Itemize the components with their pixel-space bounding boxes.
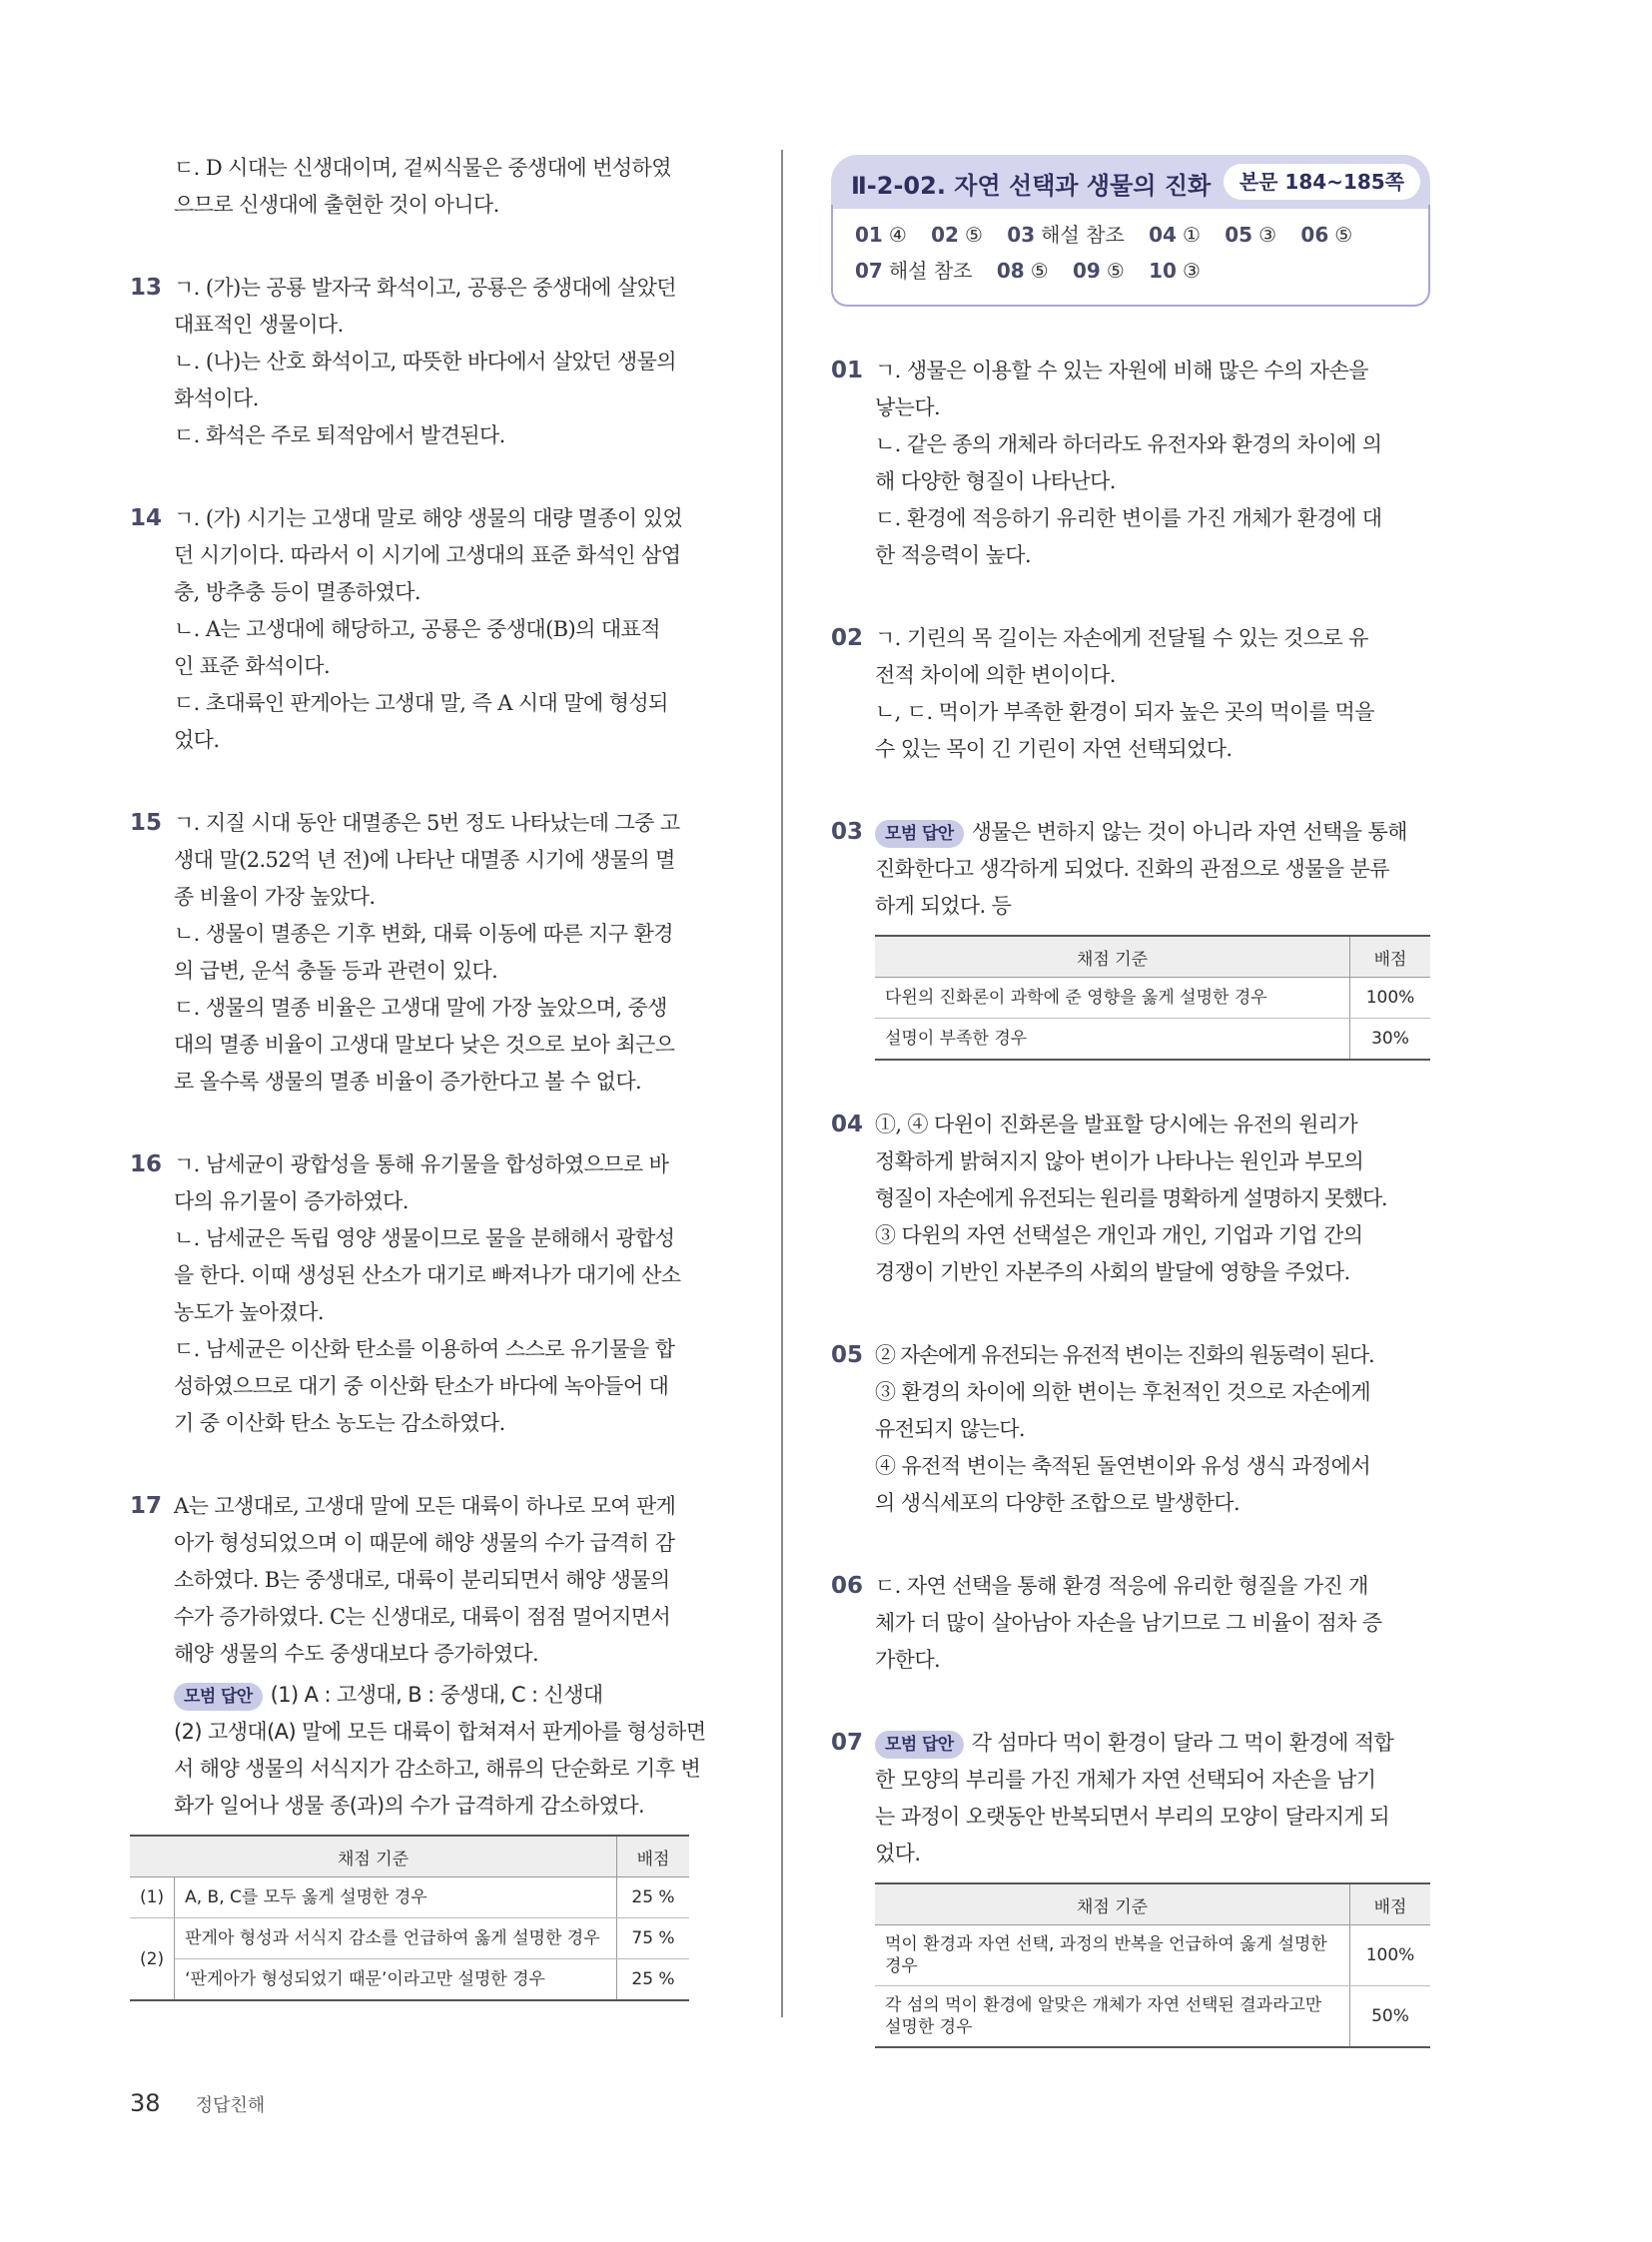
answer-value: ⑤ — [1334, 223, 1353, 247]
table-row — [130, 1877, 689, 1918]
answer-number: 07 — [855, 259, 883, 283]
question-04 — [831, 1107, 1430, 1291]
model-answer-line — [875, 814, 1430, 851]
section-title: Ⅱ-2-02. 자연 선택과 생물의 진화 — [851, 172, 1212, 200]
text-line: 으므로 신생대에 출현한 것이 아니다. — [174, 193, 499, 217]
model-answer-badge: 모범 답안 — [875, 820, 964, 848]
page-footer — [130, 2089, 265, 2117]
text-line: 로 올수록 생물의 멸종 비율이 증가한다고 볼 수 없다. — [174, 1070, 642, 1094]
text-line: A는 고생대로, 고생대 말에 모든 대륙이 하나로 모여 판게 — [174, 1494, 676, 1518]
model-answer-badge: 모범 답안 — [875, 1731, 964, 1759]
question-number: 13 — [130, 275, 163, 301]
text-line: 체가 더 많이 살아남아 자손을 남기므로 그 비율이 점차 증 — [875, 1611, 1382, 1635]
question-02 — [831, 620, 1430, 768]
text-line: ㄷ. 생물의 멸종 비율은 고생대 말에 가장 높았으며, 중생 — [174, 996, 667, 1020]
text-line: 정확하게 밝혀지지 않아 변이가 나타나는 원인과 부모의 — [875, 1149, 1364, 1173]
text-line: 충, 방추충 등이 멸종하였다. — [174, 580, 420, 604]
text-line: ㄱ. 기린의 목 길이는 자손에게 전달될 수 있는 것으로 유 — [875, 626, 1368, 650]
table-header: 배점 — [1350, 936, 1431, 978]
table-header-row — [875, 936, 1430, 978]
model-answer-line — [174, 1677, 729, 1714]
text-line: 었다. — [875, 1842, 921, 1866]
answer-value: ⑤ — [964, 223, 983, 247]
text-line: ㄷ. 남세균은 이산화 탄소를 이용하여 스스로 유기물을 합 — [174, 1337, 675, 1361]
question-07 — [831, 1725, 1430, 2048]
text-line: 을 한다. 이때 생성된 산소가 대기로 빠져나가 대기에 산소 — [174, 1263, 681, 1287]
text-line: ㄴ. 생물이 멸종은 기후 변화, 대륙 이동에 따른 지구 환경 — [174, 922, 673, 946]
table-cell: 30% — [1350, 1019, 1431, 1061]
section-header — [831, 155, 1430, 209]
text-line: ㄴ. (나)는 산호 화석이고, 따뜻한 바다에서 살았던 생물의 — [174, 350, 676, 374]
answer-item — [931, 217, 983, 253]
text-line: 의 급변, 운석 충돌 등과 관련이 있다. — [174, 959, 498, 983]
text-line: ② 자손에게 유전되는 유전적 변이는 진화의 원동력이 된다. — [875, 1343, 1374, 1367]
answer-item — [1225, 217, 1276, 253]
text-line: 화가 일어나 생물 종(과)의 수가 급격하게 감소하였다. — [174, 1794, 645, 1818]
table-cell: A, B, C를 모두 옳게 설명한 경우 — [175, 1877, 617, 1918]
answer-value: ③ — [1182, 259, 1201, 283]
answer-number: 04 — [1149, 223, 1177, 247]
answer-number: 06 — [1300, 223, 1329, 247]
table-cell: (1) — [130, 1877, 175, 1918]
text-line: 가한다. — [875, 1648, 941, 1672]
text-line: ㄷ. 자연 선택을 통해 환경 적응에 유리한 형질을 가진 개 — [875, 1574, 1368, 1598]
scoring-table — [130, 1835, 689, 2001]
question-15 — [130, 805, 729, 1101]
table-cell: (2) — [130, 1918, 175, 2001]
table-cell: 먹이 환경과 자연 선택, 과정의 반복을 언급하여 옳게 설명한 경우 — [875, 1925, 1350, 1986]
page-number: 38 — [130, 2089, 161, 2117]
text-line: ㄱ. 남세균이 광합성을 통해 유기물을 합성하였으므로 바 — [174, 1152, 669, 1176]
text-line: ㄴ. 남세균은 독립 영양 생물이므로 물을 분해해서 광합성 — [174, 1226, 675, 1250]
answer-item — [1073, 253, 1125, 289]
text-line: 진화한다고 생각하게 되었다. 진화의 관점으로 생물을 분류 — [875, 857, 1389, 881]
text-line: 인 표준 화석이다. — [174, 654, 331, 678]
table-cell: 판게아 형성과 서식지 감소를 언급하여 옳게 설명한 경우 — [175, 1918, 617, 1959]
table-cell: 각 섬의 먹이 환경에 알맞은 개체가 자연 선택된 결과라고만 설명한 경우 — [875, 1986, 1350, 2048]
table-cell: 75 % — [617, 1918, 690, 1959]
text-line: 해양 생물의 수도 중생대보다 증가하였다. — [174, 1642, 539, 1666]
text-line: ③ 환경의 차이에 의한 변이는 후천적인 것으로 자손에게 — [875, 1380, 1371, 1404]
table-cell: 25 % — [617, 1959, 690, 2001]
text-line: (1) A : 고생대, B : 중생대, C : 신생대 — [270, 1683, 603, 1707]
text-line: 수가 증가하였다. C는 신생대로, 대륙이 점점 멀어지면서 — [174, 1605, 671, 1629]
text-line: 성하였으므로 대기 중 이산화 탄소가 바다에 녹아들어 대 — [174, 1374, 669, 1398]
table-header-row — [130, 1836, 689, 1877]
text-line: ㄱ. (가)는 공룡 발자국 화석이고, 공룡은 중생대에 살았던 — [174, 276, 676, 300]
answer-key-row — [855, 217, 1406, 253]
answer-item — [1007, 217, 1124, 253]
text-line: 농도가 높아졌다. — [174, 1300, 324, 1324]
answer-value: 해설 참조 — [888, 259, 973, 283]
table-row — [875, 1925, 1430, 1986]
text-line: ㄷ. 화석은 주로 퇴적암에서 발견된다. — [174, 423, 505, 447]
text-line: 의 생식세포의 다양한 조합으로 발생한다. — [875, 1491, 1240, 1515]
question-number: 02 — [831, 625, 864, 651]
answer-item — [997, 253, 1049, 289]
answer-item — [855, 253, 972, 289]
model-answer-badge: 모범 답안 — [174, 1683, 263, 1711]
table-cell: 설명이 부족한 경우 — [875, 1019, 1350, 1061]
answer-number: 02 — [931, 223, 959, 247]
answer-key-row — [855, 253, 1406, 289]
text-line: 기 중 이산화 탄소 농도는 감소하였다. — [174, 1411, 505, 1435]
question-05 — [831, 1337, 1430, 1522]
question-number: 07 — [831, 1730, 864, 1756]
scoring-table — [875, 1882, 1430, 2048]
text-line: 대의 멸종 비율이 고생대 말보다 낮은 것으로 보아 최근으 — [174, 1033, 675, 1057]
answer-value: ① — [1182, 223, 1201, 247]
text-line: 대표적인 생물이다. — [174, 313, 344, 337]
answer-number: 10 — [1149, 259, 1177, 283]
table-row — [875, 978, 1430, 1019]
question-03 — [831, 814, 1430, 1061]
answer-number: 05 — [1225, 223, 1253, 247]
text-line: 유전되지 않는다. — [875, 1417, 1025, 1441]
answer-item — [1149, 253, 1201, 289]
question-14 — [130, 500, 729, 759]
scoring-table — [875, 935, 1430, 1061]
column-divider — [781, 150, 783, 2017]
table-cell: 100% — [1350, 1925, 1431, 1986]
answer-item — [1300, 217, 1352, 253]
text-line: 한 적응력이 높다. — [875, 543, 1032, 567]
text-line: ③ 다윈의 자연 선택설은 개인과 개인, 기업과 기업 간의 — [875, 1223, 1363, 1247]
question-number: 14 — [130, 505, 163, 531]
text-line: ④ 유전적 변이는 축적된 돌연변이와 유성 생식 과정에서 — [875, 1454, 1371, 1478]
table-row — [875, 1019, 1430, 1061]
text-line: 었다. — [174, 728, 220, 752]
text-line: 전적 차이에 의한 변이이다. — [875, 663, 1116, 687]
table-row — [875, 1986, 1430, 2048]
text-line: 경쟁이 기반인 자본주의 사회의 발달에 영향을 주었다. — [875, 1260, 1350, 1284]
text-line: 낳는다. — [875, 395, 941, 419]
text-line: ㄴ, ㄷ. 먹이가 부족한 환경이 되자 높은 곳의 먹이를 먹을 — [875, 700, 1374, 724]
text-line: 해 다양한 형질이 나타난다. — [875, 469, 1116, 493]
text-line: (2) 고생대(A) 말에 모든 대륙이 합쳐져서 판게아를 형성하면 — [174, 1720, 706, 1744]
table-cell: ‘판게아가 형성되었기 때문’이라고만 설명한 경우 — [175, 1959, 617, 2001]
text-line: 소하였다. B는 중생대로, 대륙이 분리되면서 해양 생물의 — [174, 1568, 670, 1592]
text-line: 던 시기이다. 따라서 이 시기에 고생대의 표준 화석인 삼엽 — [174, 543, 681, 567]
text-line: ㄱ. 생물은 이용할 수 있는 자원에 비해 많은 수의 자손을 — [875, 359, 1368, 382]
table-header: 채점 기준 — [875, 936, 1350, 978]
question-16 — [130, 1146, 729, 1442]
table-cell: 50% — [1350, 1986, 1431, 2048]
model-answer-line — [875, 1725, 1430, 1762]
question-number: 16 — [130, 1151, 163, 1177]
text-line: 한 모양의 부리를 가진 개체가 자연 선택되어 자손을 남기 — [875, 1768, 1376, 1792]
question-number: 06 — [831, 1573, 864, 1599]
text-line: 화석이다. — [174, 386, 259, 410]
question-01 — [831, 353, 1430, 574]
question-number: 15 — [130, 810, 163, 836]
table-cell: 100% — [1350, 978, 1431, 1019]
question-number: 05 — [831, 1342, 864, 1368]
question-13 — [130, 270, 729, 454]
text-line: ㄷ. D 시대는 신생대이며, 겉씨식물은 중생대에 번성하였 — [174, 156, 671, 180]
answer-number: 08 — [996, 259, 1025, 283]
answer-number: 01 — [855, 223, 883, 247]
intro-block — [130, 150, 729, 224]
text-line: 각 섬마다 먹이 환경이 달라 그 먹이 환경에 적합 — [971, 1731, 1394, 1755]
table-header: 배점 — [1350, 1883, 1431, 1925]
text-line: 하게 되었다. 등 — [875, 894, 1012, 918]
left-column — [130, 150, 729, 2001]
question-number: 03 — [831, 819, 864, 845]
question-number: 04 — [831, 1112, 864, 1137]
right-column — [831, 155, 1430, 2048]
answer-number: 03 — [1007, 223, 1036, 247]
text-line: ㄷ. 초대륙인 판게아는 고생대 말, 즉 A 시대 말에 형성되 — [174, 691, 668, 715]
table-header: 배점 — [617, 1836, 690, 1877]
question-06 — [831, 1568, 1430, 1679]
table-row — [130, 1959, 689, 2001]
table-header: 채점 기준 — [130, 1836, 617, 1877]
answer-value: ⑤ — [1106, 259, 1125, 283]
question-number: 01 — [831, 358, 864, 383]
text-line: 수 있는 목이 긴 기린이 자연 선택되었다. — [875, 737, 1233, 761]
answer-value: ③ — [1258, 223, 1277, 247]
answer-value: ⑤ — [1030, 259, 1049, 283]
text-line: ㄱ. (가) 시기는 고생대 말로 해양 생물의 대량 멸종이 있었 — [174, 506, 683, 530]
answer-number: 09 — [1072, 259, 1101, 283]
text-line: 다의 유기물이 증가하였다. — [174, 1189, 409, 1213]
answer-value: ④ — [888, 223, 907, 247]
text-line: ㄴ. 같은 종의 개체라 하더라도 유전자와 환경의 차이에 의 — [875, 432, 1382, 456]
section-page-reference: 본문 184~185쪽 — [1224, 164, 1420, 200]
text-line: ㄱ. 지질 시대 동안 대멸종은 5번 정도 나타났는데 그중 고 — [174, 811, 680, 835]
text-line: ㄴ. A는 고생대에 해당하고, 공룡은 중생대(B)의 대표적 — [174, 617, 660, 641]
book-title: 정답친해 — [195, 2095, 266, 2116]
answer-key-box — [831, 205, 1430, 307]
text-line: 는 과정이 오랫동안 반복되면서 부리의 모양이 달라지게 되 — [875, 1805, 1389, 1829]
table-header: 채점 기준 — [875, 1883, 1350, 1925]
table-row — [130, 1918, 689, 1959]
text-line: 종 비율이 가장 높았다. — [174, 885, 376, 909]
text-line: ①, ④ 다윈이 진화론을 발표할 당시에는 유전의 원리가 — [875, 1113, 1358, 1136]
question-number: 17 — [130, 1493, 163, 1519]
question-17 — [130, 1488, 729, 2001]
table-cell: 다윈의 진화론이 과학에 준 영향을 옳게 설명한 경우 — [875, 978, 1350, 1019]
table-cell: 25 % — [617, 1877, 690, 1918]
text-line: 아가 형성되었으며 이 때문에 해양 생물의 수가 급격히 감 — [174, 1531, 675, 1555]
answer-item — [1149, 217, 1201, 253]
text-line: 생물은 변하지 않는 것이 아니라 자연 선택을 통해 — [971, 820, 1407, 844]
text-line: 생대 말(2.52억 년 전)에 나타난 대멸종 시기에 생물의 멸 — [174, 848, 675, 872]
text-line: ㄷ. 환경에 적응하기 유리한 변이를 가진 개체가 환경에 대 — [875, 506, 1382, 530]
answer-item — [855, 217, 907, 253]
answer-value: 해설 참조 — [1041, 223, 1125, 247]
table-header-row — [875, 1883, 1430, 1925]
text-line: 서 해양 생물의 서식지가 감소하고, 해류의 단순화로 기후 변 — [174, 1757, 701, 1781]
text-line: 형질이 자손에게 유전되는 원리를 명확하게 설명하지 못했다. — [875, 1186, 1387, 1210]
